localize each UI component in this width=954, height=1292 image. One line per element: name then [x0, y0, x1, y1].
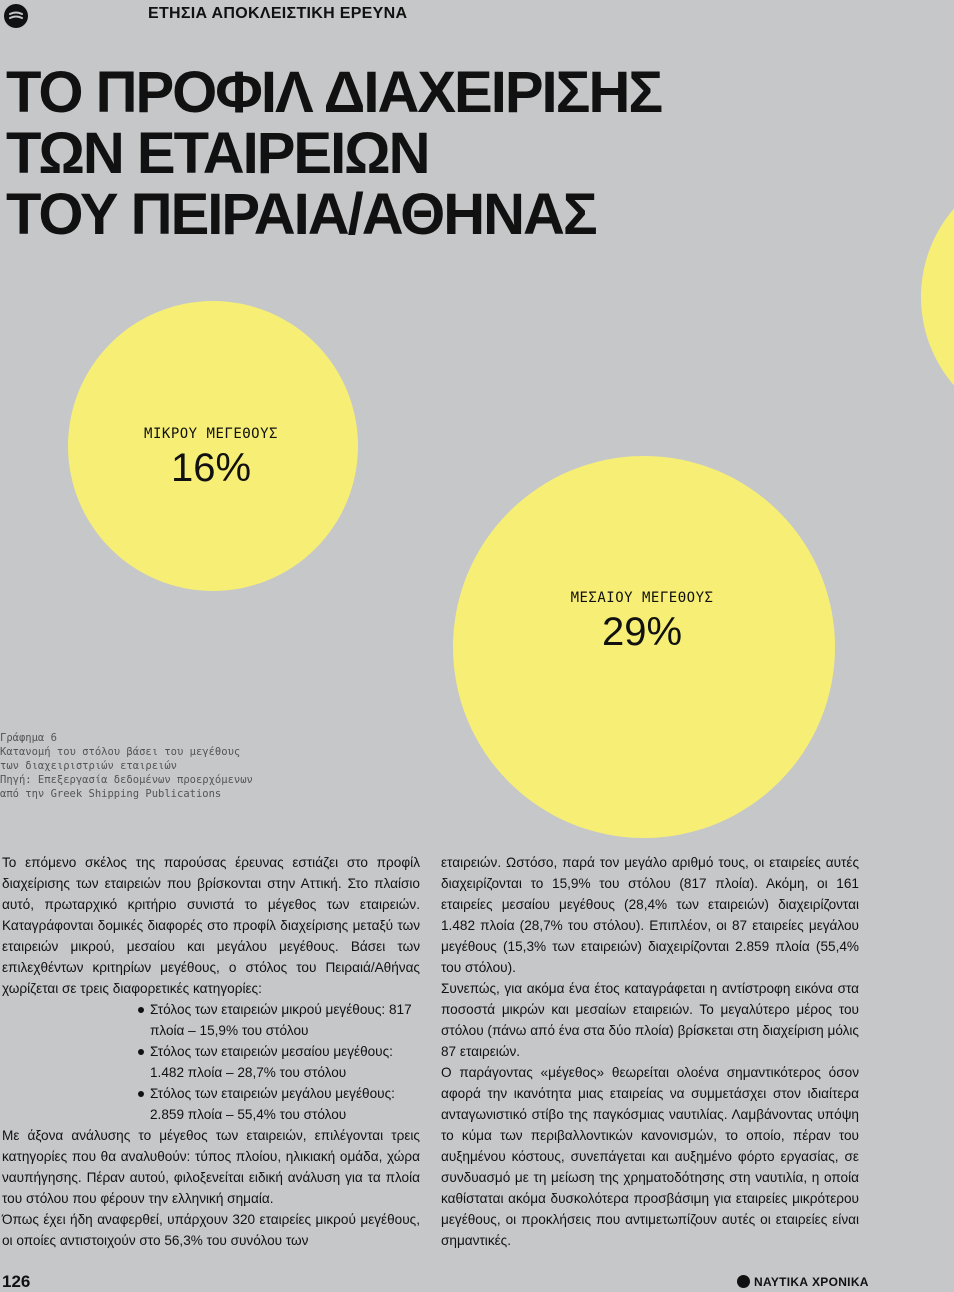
brand-logo-icon — [4, 4, 28, 28]
bubble-label: ΜΙΚΡΟΥ ΜΕΓΕΘΟΥΣ — [144, 426, 278, 442]
bubble-value: 16% — [170, 446, 252, 490]
bubble-large-partial — [921, 162, 954, 432]
paragraph: Ο παράγοντας «μέγεθος» θεωρείται ολοένα σημαντικότερος όσον αφορά την ικανότητα μιας εταιρείας να συμμετάσχει στον ιδιαίτερα ανταγωνιστικό στίβο της παγκόσμιας ναυτιλίας. Λαμβάνοντας υπόψη το κύμα των περιβαλλοντικών κανονισμών, το οποίο, πέραν του αυξημένου κόστους, συνεπάγεται και αυξημένο φόρτο εργασίας, σε συνδυασμό με τη μείωση της χρηματοδότησης στη ναυτιλία, η οποία καθίσταται ακόμα δυσκολότερα προσβάσιμη για εταιρείες μικρότερου μεγέθους, οι προκλήσεις που αντιμετωπίζουν αυτές οι εταιρείες είναι σημαντικές. — [441, 1065, 859, 1248]
page-title — [6, 62, 661, 245]
caption-line: από την Greek Shipping Publications — [0, 788, 222, 800]
section-label: ΕΤΗΣΙΑ ΑΠΟΚΛΕΙΣΤΙΚΗ ΕΡΕΥΝΑ — [148, 5, 408, 22]
body-column-left — [2, 852, 420, 1251]
footer-brand — [737, 1275, 869, 1289]
bubble-small-size — [68, 301, 358, 591]
paragraph: εταιρειών. Ωστόσο, παρά τον μεγάλο αριθμό τους, οι εταιρείες αυτές διαχειρίζονται το 15,9% του στόλου (817 πλοία). Ακόμη, οι 161 εταιρείες μεσαίου μεγέθους (28,4% των εταιρειών) διαχειρίζονται 1.482 πλοία (28,7% του στόλου). Επιπλέον, οι 87 εταιρείες μεγάλου μεγέθους (15,3% των εταιρειών) διαχειρίζονται 2.859 πλοία (55,4% του στόλου). — [441, 855, 859, 975]
paragraph: Με άξονα ανάλυσης το μέγεθος των εταιρειών, επιλέγονται τρεις κατηγορίες που θα αναλυθούν: τύπος πλοίου, ηλικιακή ομάδα, χώρα ναυπήγησης. Πέραν αυτού, φιλοξενείται ειδική ανάλυση για τα πλοία του στόλου που φέρουν την ελληνική σημαία. — [2, 1128, 420, 1206]
bullet-item: Στόλος των εταιρειών μικρού μεγέθους: 817 πλοία – 15,9% του στόλου — [138, 999, 420, 1041]
body-column-right — [441, 852, 859, 1251]
paragraph: Το επόμενο σκέλος της παρούσας έρευνας εστιάζει στο προφίλ διαχείρισης των εταιρειών που βρίσκονται στην Αττική. Στο πλαίσιο αυτό, πρωταρχικό κριτήριο συνιστά το μέγεθος των εταιρειών. Καταγράφονται δομικές διαφορές στο προφίλ διαχείρισης μεταξύ των εταιρειών μικρού, μεσαίου και μεγάλου μεγέθους. Βάσει των επιλεχθέντων κριτηρίων μεγέθους, ο στόλος του Πειραιά/Αθήνας χωρίζεται σε τρεις διαφορετικές κατηγορίες: — [2, 855, 420, 996]
title-line: ΤΟ ΠΡΟΦΙΛ ΔΙΑΧΕΙΡΙΣΗΣ — [6, 60, 662, 125]
caption-line: των διαχειριστριών εταιρειών — [0, 760, 178, 772]
bullet-item: Στόλος των εταιρειών μεσαίου μεγέθους: 1.482 πλοία – 28,7% του στόλου — [138, 1041, 420, 1083]
brand-name: ΝΑΥΤΙΚΑ ΧΡΟΝΙΚΑ — [754, 1275, 869, 1289]
bullet-item: Στόλος των εταιρειών μεγάλου μεγέθους: 2.859 πλοία – 55,4% του στόλου — [138, 1083, 420, 1125]
bullet-list — [2, 999, 420, 1125]
bubble-value: 29% — [601, 610, 683, 654]
paragraph: Όπως έχει ήδη αναφερθεί, υπάρχουν 320 εταιρείες μικρού μεγέθους, οι οποίες αντιστοιχούν στο 56,3% του συνόλου των — [2, 1212, 420, 1248]
title-line: ΤΩΝ ΕΤΑΙΡΕΙΩΝ — [6, 121, 429, 186]
paragraph: Συνεπώς, για ακόμα ένα έτος καταγράφεται η αντίστροφη εικόνα στα ποσοστά μικρών και μεσαίων εταιρειών. Το μεγαλύτερο μέρος του στόλου (πάνω από ένα στα δύο πλοία) βρίσκεται στη διαχείριση μόλις 87 εταιρειών. — [441, 981, 859, 1059]
caption-line: Πηγή: Επεξεργασία δεδομένων προερχόμενων — [0, 774, 253, 786]
brand-icon — [737, 1275, 750, 1288]
bubble-medium-size — [453, 456, 835, 838]
chart-caption — [0, 731, 253, 801]
title-line: ΤΟΥ ΠΕΙΡΑΙΑ/ΑΘΗΝΑΣ — [6, 182, 596, 247]
bubble-label: ΜΕΣΑΙΟΥ ΜΕΓΕΘΟΥΣ — [570, 590, 714, 606]
caption-line: Γράφημα 6 — [0, 732, 57, 744]
caption-line: Κατανομή του στόλου βάσει του μεγέθους — [0, 746, 241, 758]
page-number: 126 — [2, 1272, 31, 1291]
